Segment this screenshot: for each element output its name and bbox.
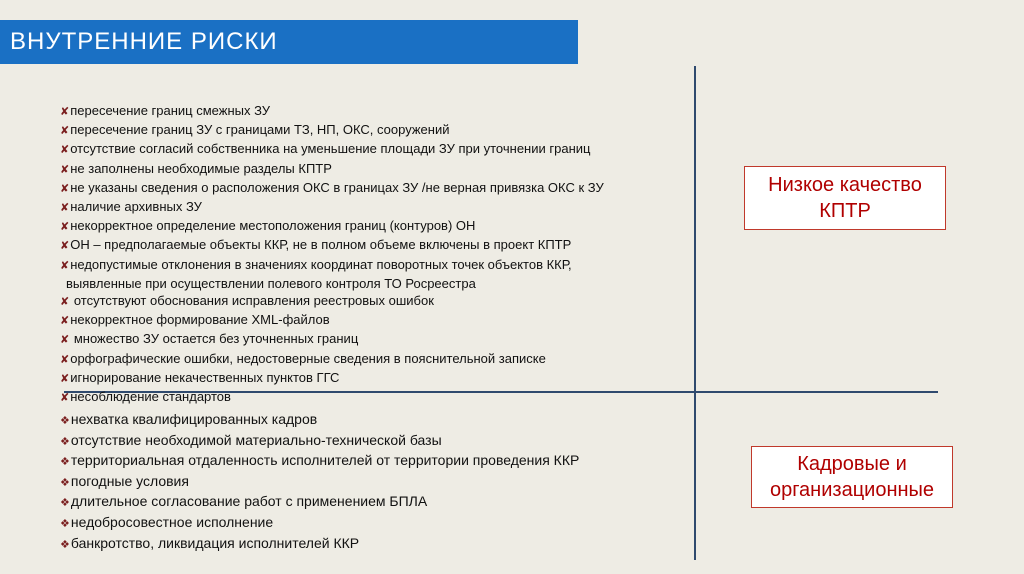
cross-icon: ✘ [60,296,70,309]
diamond-bullet-icon: ❖ [60,517,70,530]
list-item: ✘ множество ЗУ остается без уточненных границ [60,331,359,347]
cross-icon: ✘ [60,221,70,234]
cross-icon: ✘ [60,334,70,347]
box-line: КПТР [819,200,871,222]
list-item: ❖территориальная отдаленность исполнителей от территории проведения ККР [60,452,580,469]
list-item: ❖длительное согласование работ с применением БПЛА [60,493,428,510]
cross-icon: ✘ [60,240,70,253]
cross-icon: ✘ [60,202,70,215]
cross-icon: ✘ [60,315,70,328]
list-item: ✘ отсутствуют обоснования исправления реестровых ошибок [60,293,434,309]
vertical-divider [694,66,696,560]
list-item: ✘орфографические ошибки, недостоверные сведения в пояснительной записке [60,350,546,366]
box-line: Кадровые и [797,453,907,475]
cross-icon: ✘ [60,353,70,366]
cross-icon: ✘ [60,372,70,385]
diamond-bullet-icon: ❖ [60,456,70,469]
cross-icon: ✘ [60,392,70,405]
diamond-bullet-icon: ❖ [60,476,70,489]
list-item: ❖отсутствие необходимой материально-технической базы [60,431,442,448]
low-quality-kptr-box [744,166,946,230]
list-item: ✘не заполнены необходимые разделы КПТР [60,160,332,176]
list-item-continuation: выявленные при осуществлении полевого контроля ТО Росреестра [66,275,476,291]
organizational-risks-list [60,410,579,554]
diamond-bullet-icon: ❖ [60,435,70,448]
cross-icon: ✘ [60,182,70,195]
cross-icon: ✘ [60,125,70,138]
cross-icon: ✘ [60,106,70,118]
list-item: ❖нехватка квалифицированных кадров [60,411,318,427]
list-item: ✘ОН – предполагаемые объекты ККР, не в полном объеме включены в проект КПТР [60,237,572,253]
list-item: ❖недобросовестное исполнение [60,513,274,530]
list-item: ✘не указаны сведения о расположения ОКС в границах ЗУ /не верная привязка ОКС к ЗУ [60,179,604,195]
list-item: ✘пересечение границ смежных ЗУ [60,103,271,118]
list-item: ✘отсутствие согласий собственника на уменьшение площади ЗУ при уточнении границ [60,141,591,157]
diamond-bullet-icon: ❖ [60,538,70,551]
list-item: ❖погодные условия [60,472,189,489]
cross-icon: ✘ [60,163,70,176]
list-item: ✘наличие архивных ЗУ [60,199,202,215]
list-item: ✘несоблюдение стандартов [60,389,231,405]
list-item: ✘игнорирование некачественных пунктов ГГС [60,369,340,385]
cross-icon: ✘ [60,259,70,272]
staffing-organizational-box [751,446,953,508]
box-line: Низкое качество [768,174,922,196]
box-line: организационные [769,479,935,501]
page-title: ВНУТРЕННИЕ РИСКИ [10,28,278,55]
page-title-bar [0,20,578,64]
list-item: ✘некорректное формирование XML-файлов [60,312,330,328]
cross-icon: ✘ [60,144,70,157]
diamond-bullet-icon: ❖ [60,497,70,510]
list-item: ✘недопустимые отклонения в значениях координат поворотных точек объектов ККР, [60,256,572,272]
list-item: ✘пересечение границ ЗУ с границами ТЗ, НП, ОКС, сооружений [60,122,450,138]
diamond-bullet-icon: ❖ [60,415,70,427]
list-item: ❖банкротство, ликвидация исполнителей ККР [60,534,360,551]
list-item: ✘некорректное определение местоположения границ (контуров) ОН [60,218,476,234]
internal-risks-list [60,102,604,407]
